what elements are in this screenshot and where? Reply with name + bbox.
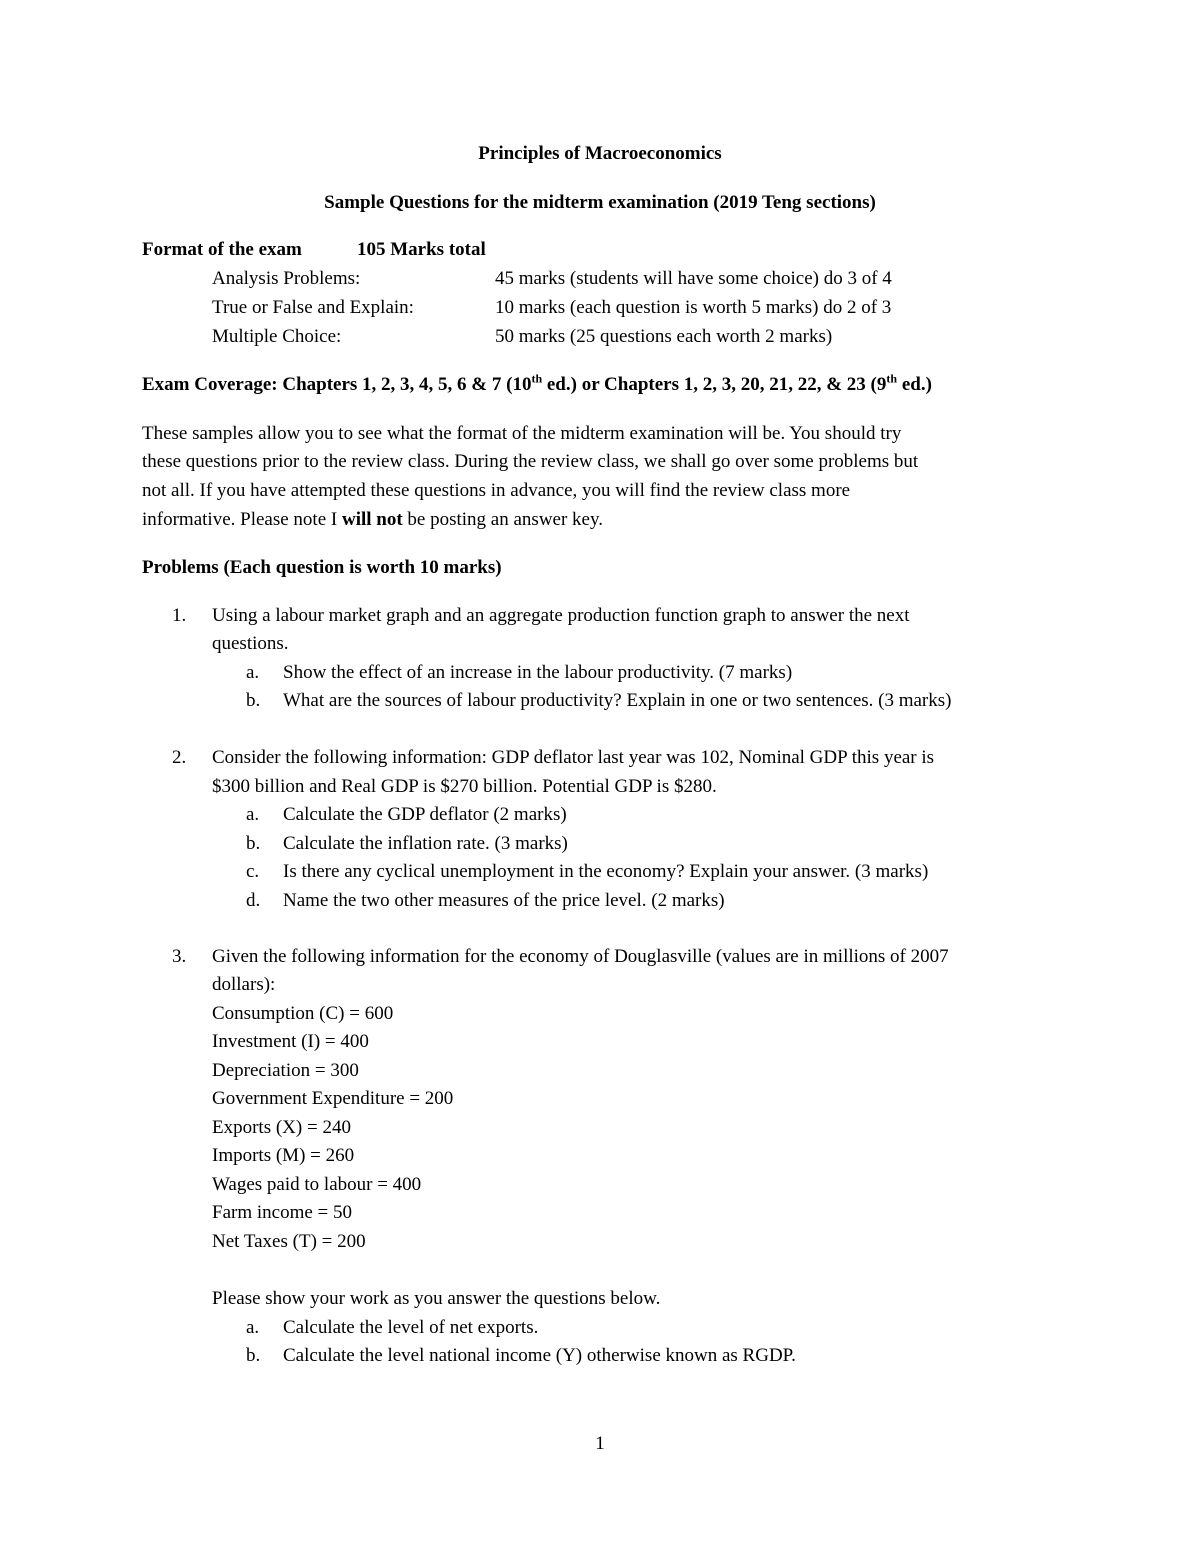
question-number: 2. (172, 747, 187, 768)
question-text: Consider the following information: GDP deflator last year was 102, Nominal GDP this year is (212, 747, 935, 768)
intro-line: informative. Please note I will not be posting an answer key. (142, 509, 603, 530)
question-text: Using a labour market graph and an aggregate production function graph to answer the next (212, 605, 910, 626)
data-item: Farm income = 50 (212, 1202, 352, 1223)
format-row-label: Analysis Problems: (212, 268, 361, 289)
question-number: 1. (172, 605, 187, 626)
question-text: Given the following information for the economy of Douglasville (values are in millions of 2007 (212, 946, 949, 967)
format-row-label: True or False and Explain: (212, 297, 414, 318)
question-text: $300 billion and Real GDP is $270 billion. Potential GDP is $280. (212, 776, 717, 797)
intro-line: these questions prior to the review class. During the review class, we shall go over some problems but (142, 451, 919, 472)
format-total: 105 Marks total (357, 239, 486, 260)
format-heading: Format of the exam (142, 239, 302, 260)
data-item: Government Expenditure = 200 (212, 1088, 454, 1109)
format-row-value: 45 marks (students will have some choice) do 3 of 4 (495, 268, 892, 289)
exam-coverage: Exam Coverage: Chapters 1, 2, 3, 4, 5, 6 & 7 (10th ed.) or Chapters 1, 2, 3, 20, 21, 22, & 23 (9th ed.) (142, 371, 932, 395)
question-text: questions. (212, 633, 289, 654)
intro-line: These samples allow you to see what the format of the midterm examination will be. You should try (142, 423, 902, 444)
format-row-value: 50 marks (25 questions each worth 2 marks) (495, 326, 833, 347)
document-page: Principles of Macroeconomics Sample Questions for the midterm examination (2019 Teng sections) Format of the exam 105 Marks total Analysis Problems: 45 marks (students will have some choice) do 3 of 4 True or False and Explain: 10 marks (each question is worth 5 marks) do 2 of 3 Multiple Choice: 50 marks (25 questions each worth 2 marks) Exam Coverage: Chapters 1, 2, 3, 4, 5, 6 & 7 (10th ed.) or Chapters 1, 2, 3, 20, 21, 22, & 23 (9th ed.) These samples allow you to see what the format of the midterm examination will be. You should try these questions prior to the review class. During the review class, we shall go over some problems but not all. If you have attempted these questions in advance, you will find the review class more informative. Please note I will not be posting an answer key. Problems (Each question is worth 10 marks) 1. Using a labour market graph and an aggregate production function graph to answer the next questions. a. Show the effect of an increase in the labour productivity. (7 marks) b. What are the sources of labour productivity? Explain in one or two sentences. (3 marks) 2. Consider the following information: GDP deflator last year was 102, Nominal GDP this year is $300 billion and Real GDP is $270 billion. Potential GDP is $280. a. Calculate the GDP deflator (2 marks) b. Calculate the inflation rate. (3 marks) c. Is there any cyclical unemployment in the economy? Explain your answer. (3 marks) d. Name the two other measures of the price level. (2 marks) 3. Given the following information for the economy of Douglasville (values are in millions of 2007 dollars): Consumption (C) = 600 Investment (I) = 400 Depreciation = 300 Government Expenditure = 200 Exports (X) = 240 Imports (M) = 260 Wages paid to labour = 400 Farm income = 50 Net Taxes (T) = 200 Please show your work as you answer the questions below. a. Calculate the level of net exports. b. Calculate the level national income (Y) otherwise known as RGDP. 1 (0, 0, 1200, 1553)
document-title: Principles of Macroeconomics (478, 143, 722, 164)
data-item: Wages paid to labour = 400 (212, 1174, 422, 1195)
data-item: Net Taxes (T) = 200 (212, 1231, 366, 1252)
page-number: 1 (595, 1433, 605, 1454)
question-text: dollars): (212, 974, 276, 995)
format-row-value: 10 marks (each question is worth 5 marks) do 2 of 3 (495, 297, 892, 318)
document-subtitle: Sample Questions for the midterm examination (2019 Teng sections) (324, 192, 876, 213)
data-item: Consumption (C) = 600 (212, 1003, 394, 1024)
data-item: Exports (X) = 240 (212, 1117, 351, 1138)
data-item: Depreciation = 300 (212, 1060, 359, 1081)
question-number: 3. (172, 946, 187, 967)
intro-line: not all. If you have attempted these questions in advance, you will find the review class more (142, 480, 851, 501)
format-row-label: Multiple Choice: (212, 326, 342, 347)
data-item: Imports (M) = 260 (212, 1145, 355, 1166)
problems-heading: Problems (Each question is worth 10 marks) (142, 557, 502, 578)
instruction-text: Please show your work as you answer the questions below. (212, 1288, 661, 1309)
data-item: Investment (I) = 400 (212, 1031, 369, 1052)
